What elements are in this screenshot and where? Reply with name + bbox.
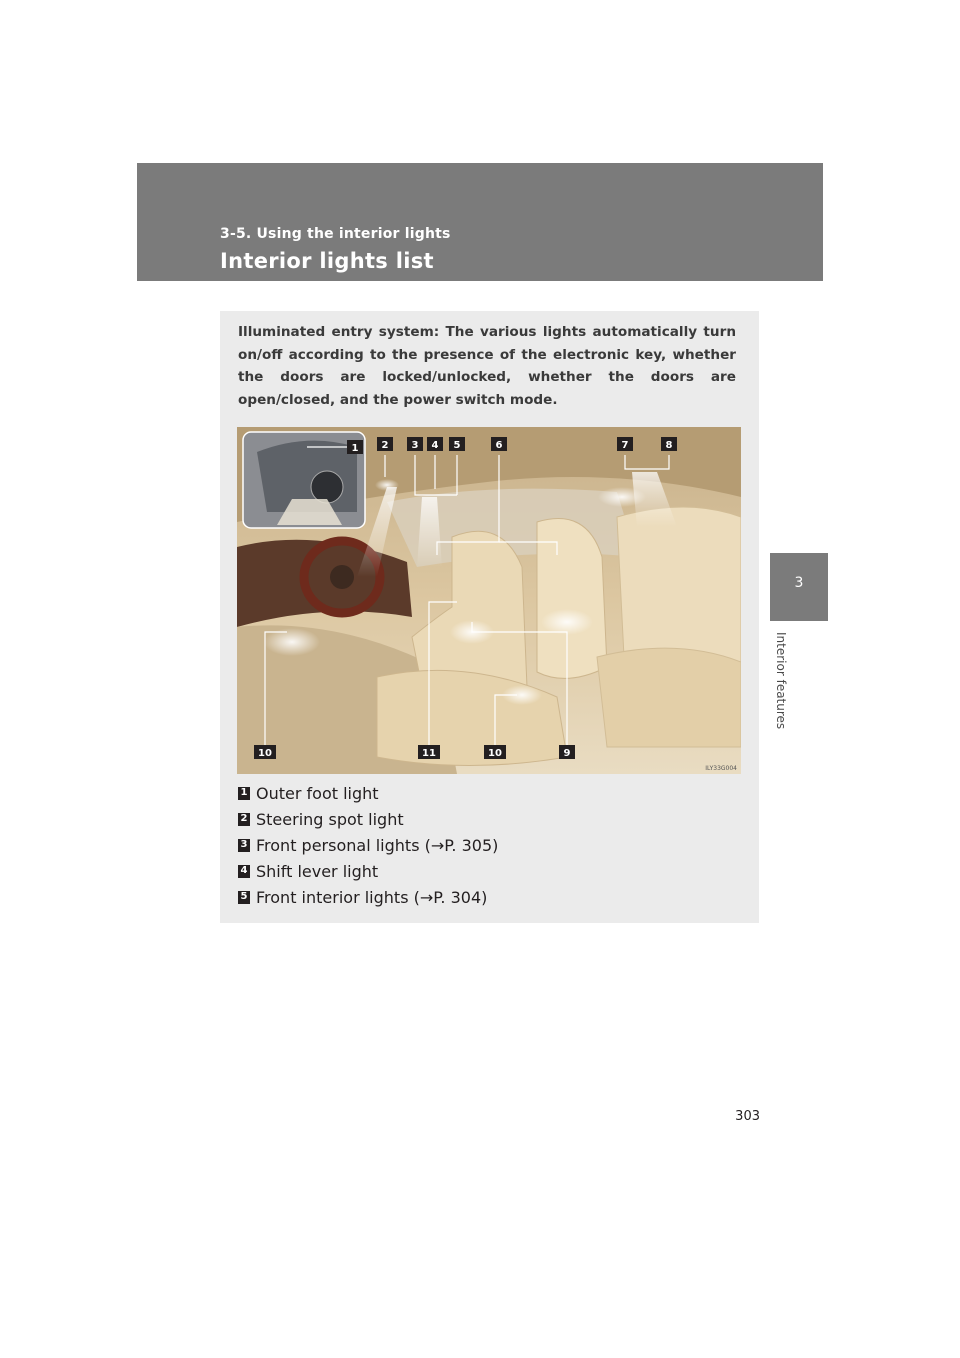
callout-3: 3 <box>411 440 419 451</box>
legend-label: Front personal lights (→P. 305) <box>256 835 499 855</box>
inset-wheel <box>311 471 343 503</box>
legend-list <box>238 780 498 910</box>
callout-5: 5 <box>453 440 461 451</box>
legend-label: Outer foot light <box>256 783 379 803</box>
legend-badge: 5 <box>238 891 250 904</box>
interior-illustration-svg <box>237 427 741 774</box>
figure-code: ILY33G004 <box>705 765 737 772</box>
intro-paragraph: Illuminated entry system: The various lights automatically turn on/off according to the presence of the electronic key, whether the doors are locked/unlocked, whether the doors are open/closed, and the power switch mode. <box>238 324 736 408</box>
legend-badge: 2 <box>238 813 250 826</box>
list-item <box>238 884 498 910</box>
interior-illustration <box>237 427 741 774</box>
callout-6: 6 <box>495 440 503 451</box>
rear-cushion <box>597 648 741 747</box>
chapter-label: Interior features <box>774 632 788 730</box>
page-title: Interior lights list <box>220 249 434 273</box>
legend-label: Front interior lights (→P. 304) <box>256 887 488 907</box>
list-item <box>238 780 498 806</box>
page-number: 303 <box>735 1109 760 1124</box>
callout-4: 4 <box>431 440 439 451</box>
spot-glow <box>375 479 399 491</box>
callout-7: 7 <box>621 440 629 451</box>
seat-glow <box>541 609 593 635</box>
legend-badge: 1 <box>238 787 250 800</box>
chapter-number: 3 <box>794 575 804 591</box>
callout-10b: 10 <box>488 748 502 759</box>
callout-10a: 10 <box>258 748 272 759</box>
steering-hub <box>330 565 354 589</box>
callout-11: 11 <box>422 748 436 759</box>
rear-glow <box>598 487 646 507</box>
legend-badge: 4 <box>238 865 250 878</box>
legend-badge: 3 <box>238 839 250 852</box>
list-item <box>238 806 498 832</box>
section-label: 3-5. Using the interior lights <box>220 226 451 242</box>
callout-9: 9 <box>563 748 571 759</box>
legend-label: Shift lever light <box>256 861 379 881</box>
list-item <box>238 858 498 884</box>
chapter-tab <box>770 553 828 621</box>
callout-1: 1 <box>351 443 359 454</box>
callout-2: 2 <box>381 440 389 451</box>
callout-8: 8 <box>665 440 673 451</box>
legend-label: Steering spot light <box>256 809 404 829</box>
list-item <box>238 832 498 858</box>
